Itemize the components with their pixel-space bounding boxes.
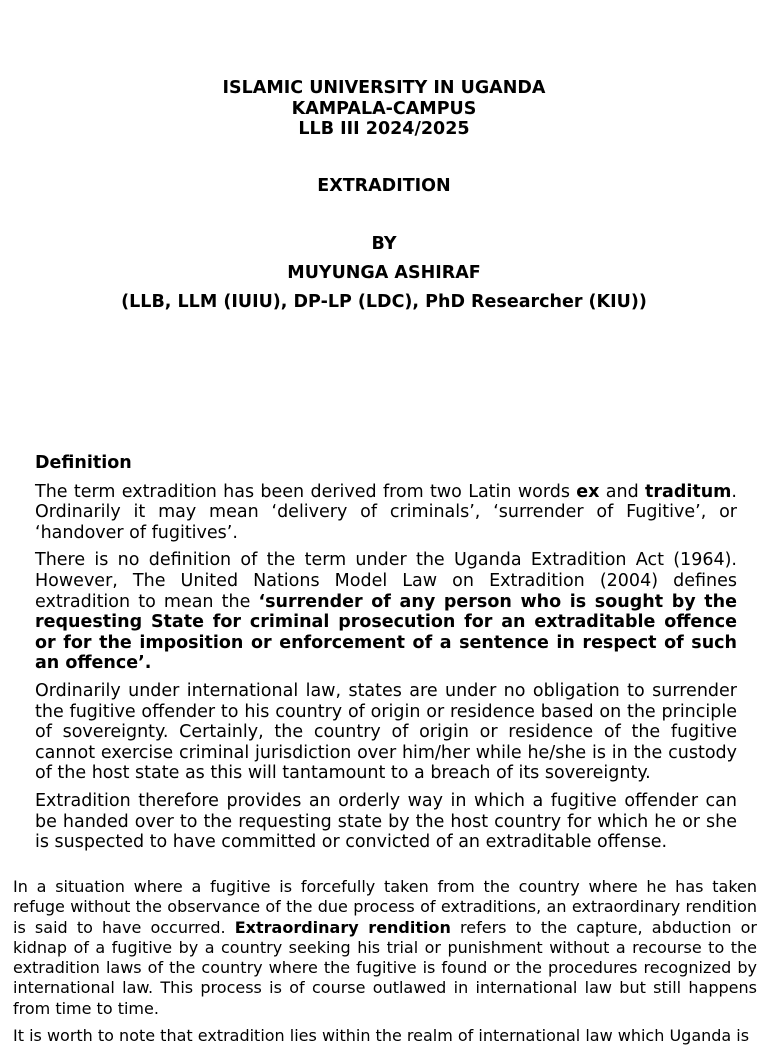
paragraph-rendition	[13, 877, 757, 1019]
course-year: LLB III 2024/2025	[298, 119, 470, 139]
paragraph-international-law: It is worth to note that extradition lies within the realm of international law which Uganda is	[13, 1026, 750, 1046]
text-run: refers to the capture, abduction or kidnap of a fugitive by a country seeking his trial or punishment without a recourse to the extradition laws of the country where the fugitive is found or the procedures recognized by international law. This process is of course outlawed in international law but still happens from time to time.	[13, 917, 757, 1018]
paragraph-orderly-way: Extradition therefore provides an orderly way in which a fugitive offender can be handed over to the requesting state by the host country for which he or she is suspected to have committed or convicted of an extraditable offense.	[35, 790, 737, 853]
text-run: The term extradition has been derived from two Latin words	[35, 481, 577, 502]
author-credentials: (LLB, LLM (IUIU), DP-LP (LDC), PhD Researcher (KIU))	[121, 292, 647, 312]
text-run: and	[599, 481, 646, 502]
paragraph-un-definition	[35, 550, 737, 674]
latin-word-traditum: traditum	[645, 481, 732, 502]
byline	[0, 234, 768, 312]
text-run: In a situation where a fugitive is forcefully taken from the country where he has taken refuge without the observance of the due process of extraditions, an extraordinary rendition is said to have occurred.	[13, 877, 757, 937]
section-heading: Definition	[35, 453, 132, 473]
campus-name: KAMPALA-CAMPUS	[291, 98, 477, 119]
document-title: EXTRADITION	[317, 176, 451, 196]
rendition-section	[13, 877, 757, 1053]
author-name: MUYUNGA ASHIRAF	[287, 263, 481, 283]
text-run: . Ordinarily it may mean ‘delivery of criminals’, ‘surrender of Fugitive’, or ‘handover of fugitives’.	[35, 481, 737, 543]
university-name: ISLAMIC UNIVERSITY IN UGANDA	[222, 78, 546, 98]
document-header	[0, 78, 768, 140]
rendition-term: Extraordinary rendition	[234, 917, 451, 937]
paragraph-sovereignty: Ordinarily under international law, states are under no obligation to surrender the fugitive offender to his country of origin or residence based on the principle of sovereignty. Certainly, the country of origin or residence of the fugitive cannot exercise criminal jurisdiction over him/her while he/she is in the custody of the host state as this will tantamount to a breach of its sovereignty.	[35, 680, 737, 784]
text-run: There is no definition of the term under the Uganda Extradition Act (1964). However, The United Nations Model Law on Extradition (2004) defines extradition to mean the	[35, 550, 737, 612]
paragraph-etymology	[35, 482, 737, 544]
definition-section	[35, 453, 737, 860]
by-label: BY	[371, 234, 397, 254]
un-definition-quote: ‘surrender of any person who is sought by the requesting State for criminal prosecution for an extraditable offence or for the imposition or enforcement of a sentence in respect of such an offence’.	[35, 591, 737, 674]
latin-word-ex: ex	[576, 481, 600, 502]
